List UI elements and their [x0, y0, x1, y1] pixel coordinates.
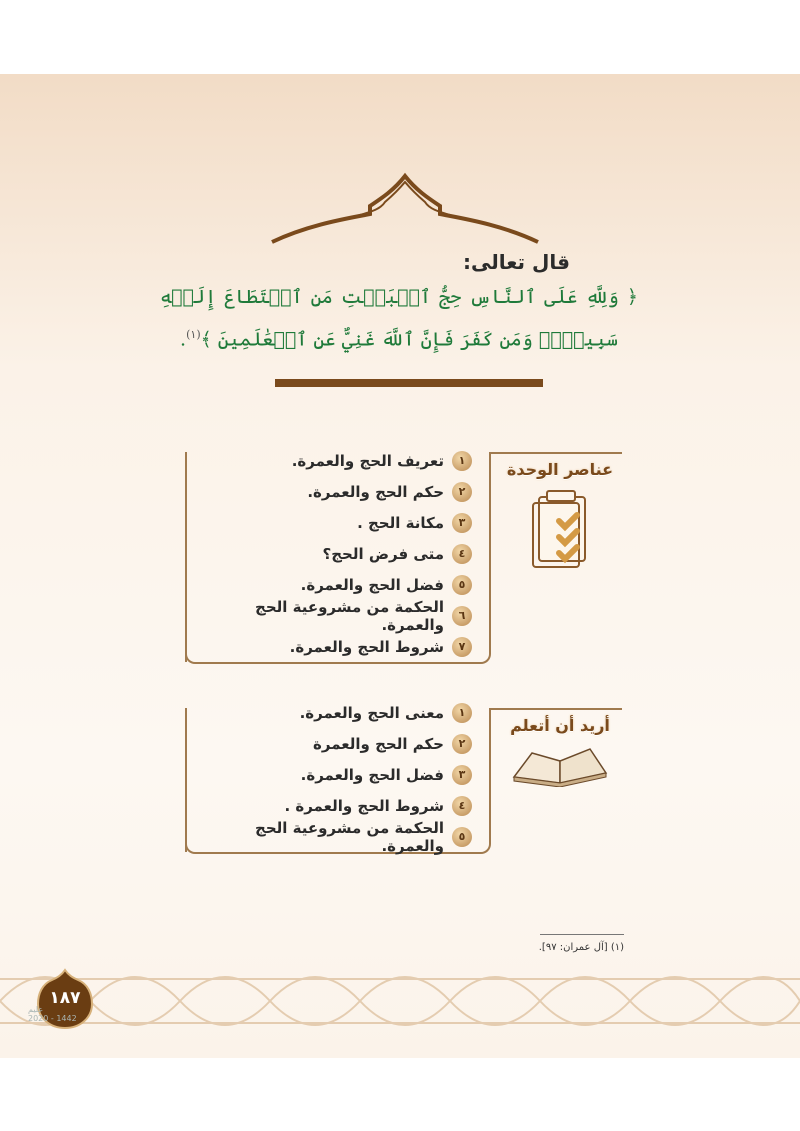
unit-elements-list: [200, 445, 472, 662]
list-item: [200, 445, 472, 476]
list-item: [200, 476, 472, 507]
list-item: [200, 790, 472, 821]
footnote: (١) [آل عمران: ٩٧].: [538, 942, 624, 953]
unit-elements-top-line-left: [185, 452, 187, 662]
list-item: [200, 818, 472, 855]
item-text: مكانة الحج .: [357, 513, 444, 532]
list-item: [200, 697, 472, 728]
unit-elements-header: [505, 460, 615, 577]
list-item: [200, 728, 472, 759]
verse-reference: (١): [186, 328, 201, 341]
item-number: ٣: [452, 513, 472, 533]
watermark-brand: عليم: [28, 1005, 44, 1014]
list-item: [200, 759, 472, 790]
item-text: حكم الحج والعمرة: [313, 734, 444, 753]
item-number: ٥: [452, 827, 472, 847]
watermark-year: 2020 - 1442: [28, 1014, 77, 1023]
list-item: [200, 597, 472, 634]
want-to-learn-list: [200, 697, 472, 855]
watermark: [28, 1005, 77, 1023]
page-number: ١٨٧: [49, 988, 81, 1008]
want-to-learn-top-line-left: [185, 708, 187, 852]
item-number: ٥: [452, 575, 472, 595]
unit-elements-top-line: [490, 452, 622, 454]
item-number: ٧: [452, 637, 472, 657]
item-text: متى فرض الحج؟: [322, 544, 444, 563]
open-book-icon: [510, 743, 610, 787]
item-text: فضل الحج والعمرة.: [300, 575, 444, 594]
item-number: ٢: [452, 482, 472, 502]
item-number: ٣: [452, 765, 472, 785]
item-number: ٤: [452, 544, 472, 564]
want-to-learn-title: أريد أن أتعلم: [510, 716, 610, 735]
verse-text: ﴿ وَلِلَّهِ عَلَى ٱلنَّاسِ حِجُّ ٱلۡبَيۡتِ مَنِ ٱسۡتَطَاعَ إِلَيۡهِ سَبِيلٗاۚ وَمَن كَفَرَ فَإِنَّ ٱللَّهَ غَنِيٌّ عَنِ ٱلۡعَٰلَمِينَ ﴾: [160, 286, 638, 351]
item-text: فضل الحج والعمرة.: [300, 765, 444, 784]
list-item: [200, 569, 472, 600]
item-number: ٦: [452, 606, 472, 626]
unit-elements-title: عناصر الوحدة: [506, 460, 614, 479]
intro-section: [160, 250, 638, 358]
clipboard-check-icon: [525, 487, 595, 573]
item-text: حكم الحج والعمرة.: [307, 482, 444, 501]
item-text: تعريف الحج والعمرة.: [291, 451, 444, 470]
list-item: [200, 538, 472, 569]
item-number: ١: [452, 703, 472, 723]
item-text: الحكمة من مشروعية الحج والعمرة.: [255, 818, 444, 855]
want-to-learn-header: [505, 716, 615, 791]
divider-bar: [275, 379, 543, 387]
item-text: معنى الحج والعمرة.: [299, 703, 444, 722]
intro-label: قال تعالى:: [463, 250, 570, 274]
item-text: الحكمة من مشروعية الحج والعمرة.: [255, 597, 444, 634]
want-to-learn-top-line: [490, 708, 622, 710]
verse-end: .: [180, 328, 187, 351]
item-number: ٢: [452, 734, 472, 754]
list-item: [200, 631, 472, 662]
quran-verse: [160, 278, 638, 358]
item-text: شروط الحج والعمرة.: [289, 637, 444, 656]
item-text: شروط الحج والعمرة .: [284, 796, 444, 815]
list-item: [200, 507, 472, 538]
arabesque-border: [0, 965, 800, 1037]
footnote-divider: [540, 934, 624, 935]
dome-ornament: [270, 172, 540, 252]
item-number: ٤: [452, 796, 472, 816]
item-number: ١: [452, 451, 472, 471]
